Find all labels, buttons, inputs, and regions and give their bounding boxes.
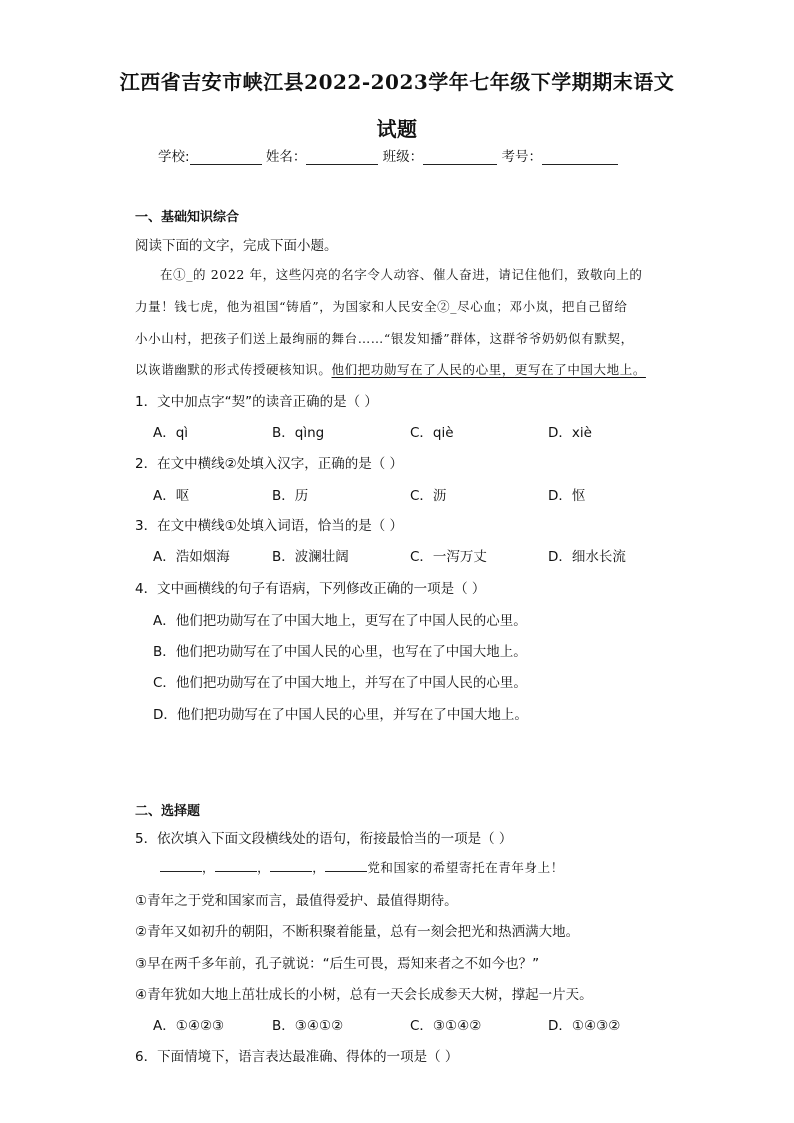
sentence-item: ②青年又如初升的朝阳，不断积聚着能量，总有一刻会把光和热洒满大地。 [135,924,580,940]
answer-blank[interactable] [215,859,257,872]
section-heading: 一、基础知识综合 [135,210,240,225]
option-c[interactable]: C．沥 [410,488,447,504]
passage-line: 在①_的 2022 年，这些闪亮的名字令人动容、催人奋进，请记住他们，致敬向上的 [160,267,643,282]
passage-line: 小小山村，把孩子们送上最绚丽的舞台……“银发知播”群体，这群爷爷奶奶似有默契， [135,331,634,346]
option-d[interactable]: D．他们把功勋写在了中国人民的心里，并写在了中国大地上。 [153,707,528,723]
exam-number-field[interactable] [542,150,618,165]
fill-in-line: ， ， ， 党和国家的希望寄托在青年身上！ [160,858,564,876]
exam-title-continued: 试题 [376,117,418,141]
option-d[interactable]: D．细水长流 [548,549,626,565]
option-b[interactable]: B．波澜壮阔 [272,549,349,565]
answer-blank[interactable] [270,859,312,872]
answer-blank[interactable] [325,859,367,872]
name-label: 姓名： [265,149,307,165]
question-stem: 5．依次填入下面文段横线处的语句，衔接最恰当的一项是（ ） [135,831,513,847]
question-stem: 1．文中加点字“契”的读音正确的是（ ） [135,394,378,410]
option-c[interactable]: C．他们把功勋写在了中国大地上，并写在了中国人民的心里。 [153,675,527,691]
reading-instruction: 阅读下面的文字，完成下面小题。 [135,238,338,254]
option-a[interactable]: A．他们把功勋写在了中国大地上，更写在了中国人民的心里。 [153,613,527,629]
option-a[interactable]: A．qì [153,425,189,441]
option-b[interactable]: B．他们把功勋写在了中国人民的心里，也写在了中国大地上。 [153,644,527,660]
passage-line [135,360,646,378]
passage-line: 力量！钱七虎，他为祖国“铸盾”，为国家和人民安全②_尽心血；邓小岚，把自己留给 [135,299,628,314]
sentence-item: ④青年犹如大地上茁壮成长的小树，总有一天会长成参天大树，撑起一片天。 [135,987,593,1003]
option-a[interactable]: A．浩如烟海 [153,549,230,565]
school-field[interactable] [190,150,262,165]
option-d[interactable]: D．xiè [548,425,592,441]
option-b[interactable]: B．③④①② [272,1018,344,1034]
option-c[interactable]: C．qiè [410,425,454,441]
question-stem: 6．下面情境下，语言表达最准确、得体的一项是（ ） [135,1049,459,1065]
school-label: 学校: [158,149,190,165]
class-label: 班级： [382,149,424,165]
underlined-sentence: 他们把功勋写在了人民的心里，更写在了中国大地上。 [331,362,646,377]
sentence-item: ③早在两千多年前，孔子就说：“后生可畏，焉知来者之不如今也？” [135,956,540,972]
sentence-item: ①青年之于党和国家而言，最值得爱护、最值得期待。 [135,893,458,909]
question-stem: 2．在文中横线②处填入汉字，正确的是（ ） [135,456,403,472]
option-d[interactable]: D．怄 [548,488,586,504]
sentence-tail: 党和国家的希望寄托在青年身上！ [367,860,564,875]
option-a[interactable]: A．①④②③ [153,1018,225,1034]
option-d[interactable]: D．①④③② [548,1018,621,1034]
class-field[interactable] [423,150,497,165]
answer-blank[interactable] [160,859,202,872]
exam-title: 江西省吉安市峡江县2022-2023学年七年级下学期期末语文 [119,70,675,94]
name-field[interactable] [306,150,378,165]
question-stem: 3．在文中横线①处填入词语，恰当的是（ ） [135,518,403,534]
option-b[interactable]: B．qìng [272,425,325,441]
student-info-row [158,145,618,165]
question-stem: 4．文中画横线的句子有语病，下列修改正确的一项是（ ） [135,581,486,597]
passage-text: 以诙谐幽默的形式传授硬核知识。 [135,362,332,377]
exam-number-label: 考号： [501,149,542,165]
section-heading: 二、选择题 [135,804,201,819]
option-a[interactable]: A．呕 [153,488,190,504]
option-c[interactable]: C．③①④② [410,1018,482,1034]
option-c[interactable]: C．一泻万丈 [410,549,487,565]
option-b[interactable]: B．历 [272,488,309,504]
